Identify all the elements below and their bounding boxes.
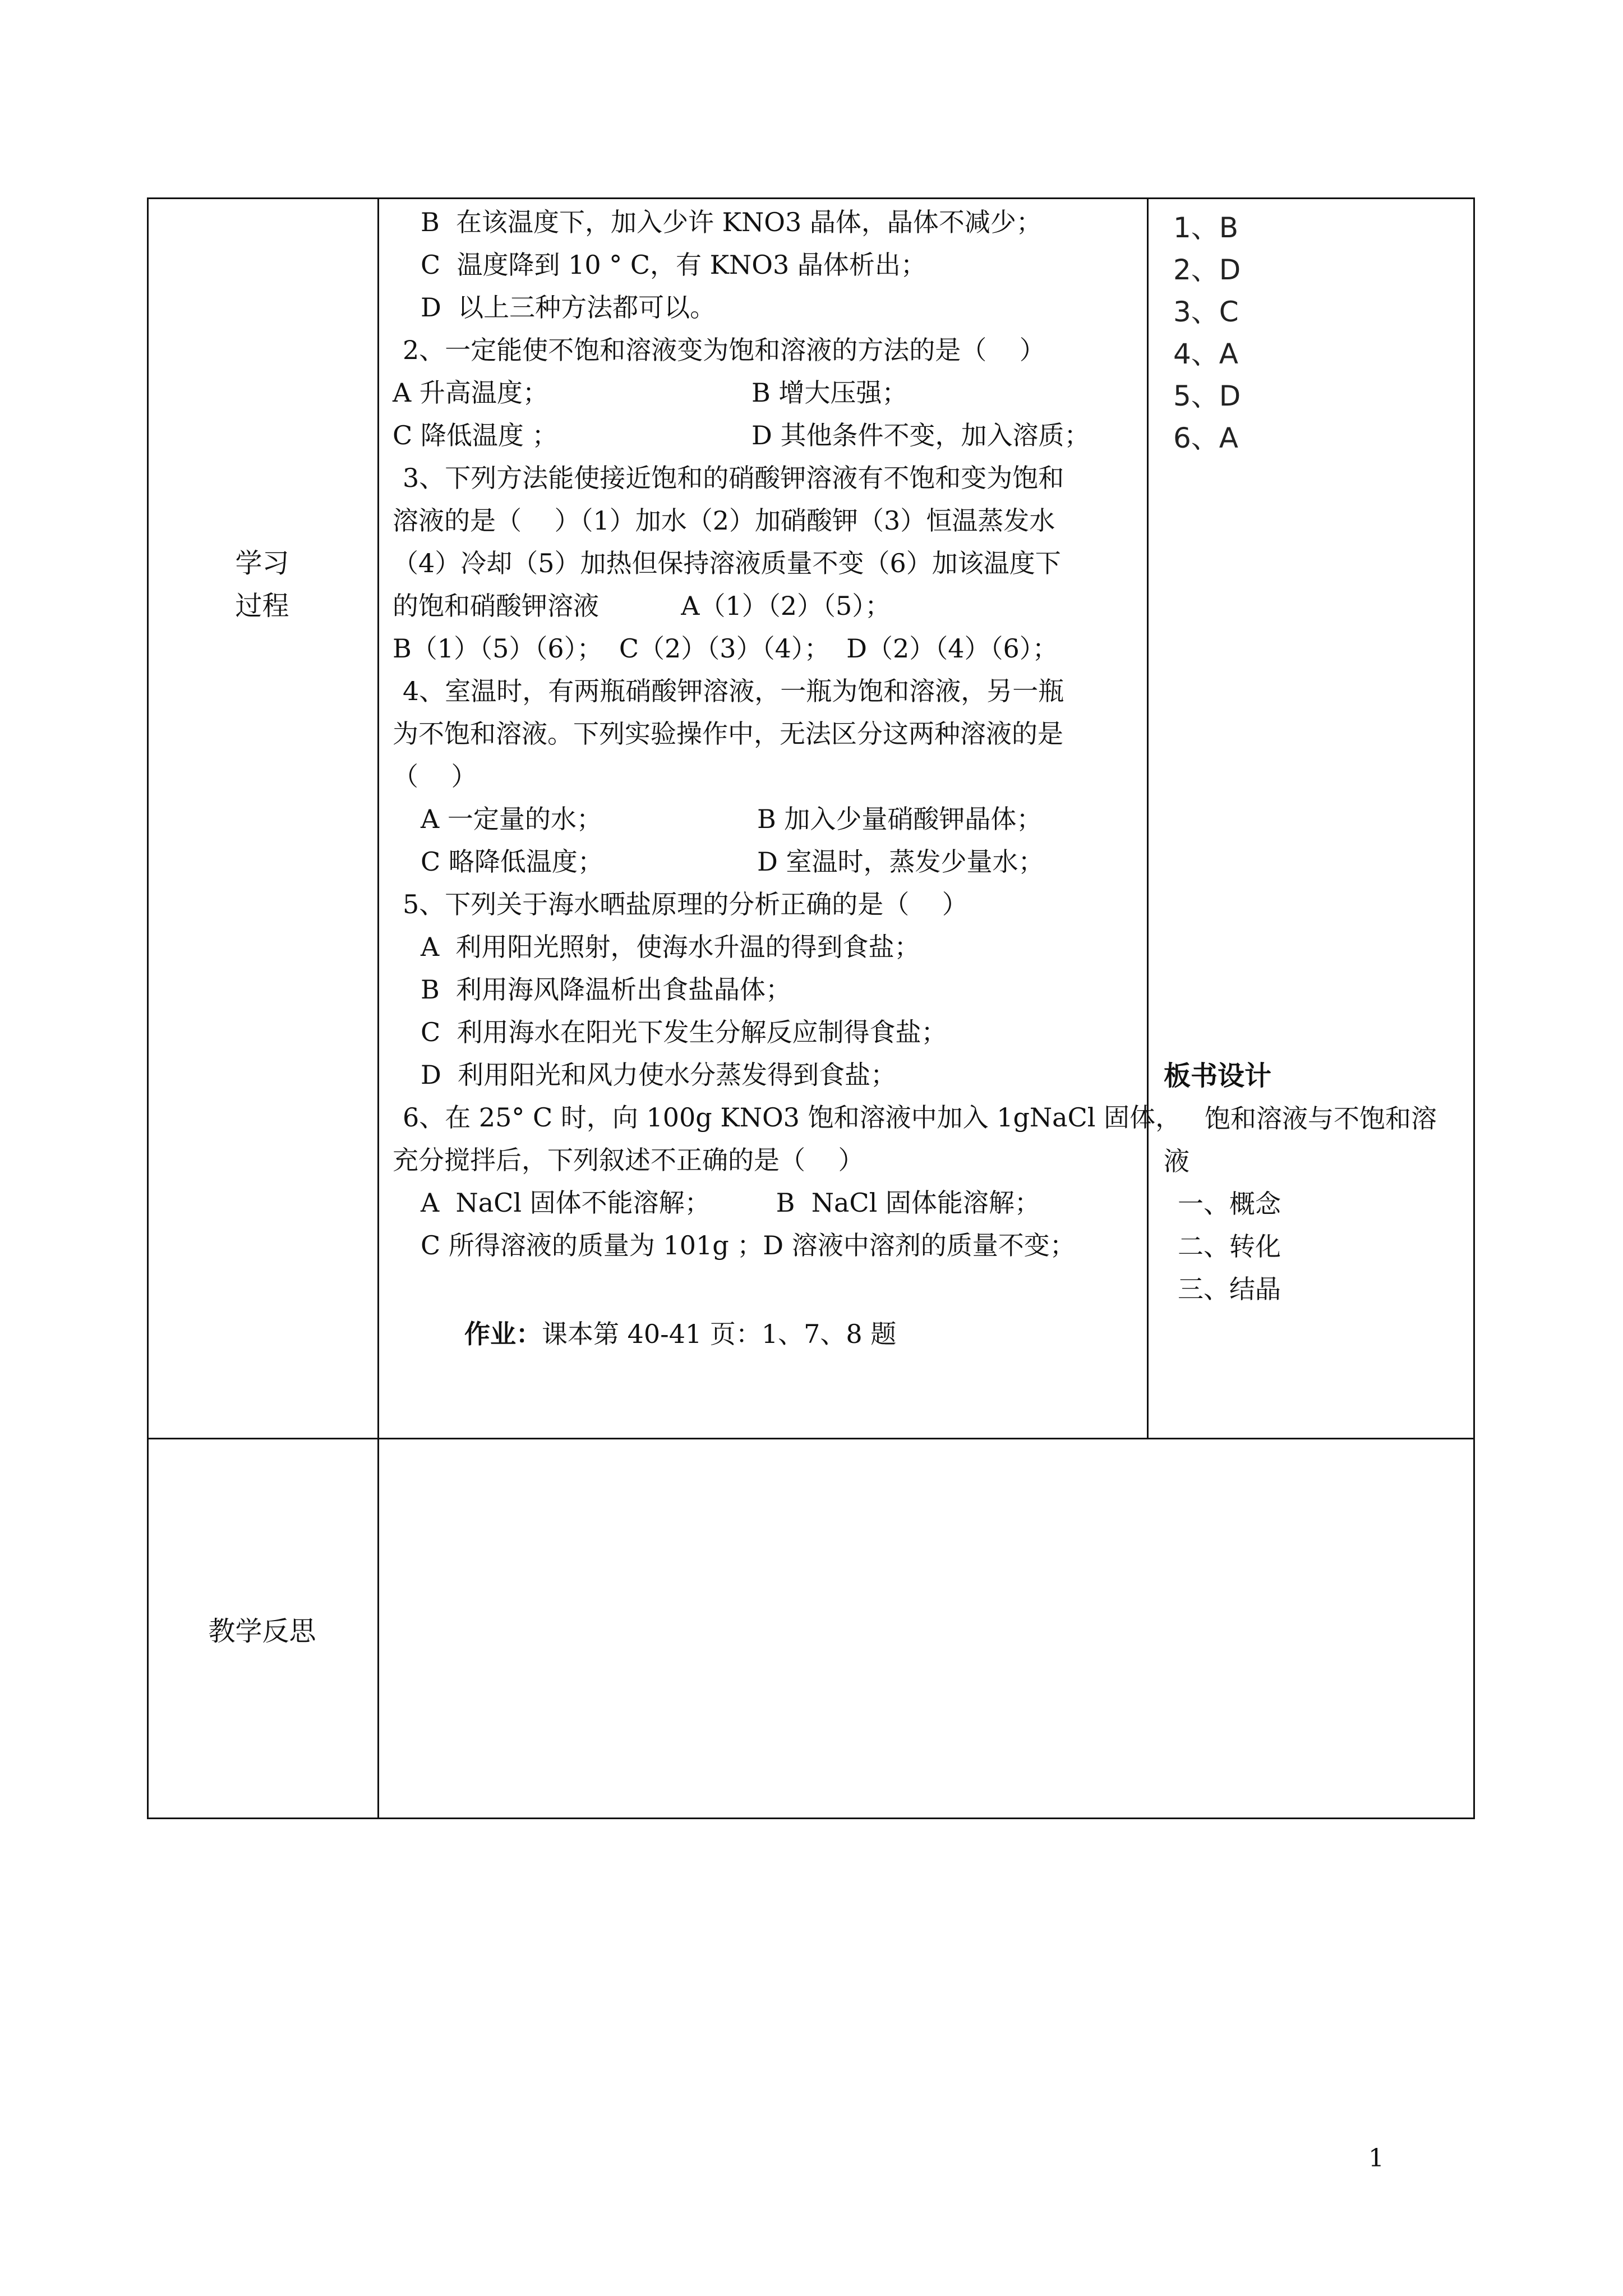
process-label-line2: 过程 <box>235 590 289 622</box>
q2-option-a: A 升高温度； <box>393 378 548 408</box>
answer-1: 1、B <box>1173 211 1239 244</box>
board-design-item-3: 三、结晶 <box>1178 1274 1281 1304</box>
q4-option-a: A 一定量的水； <box>421 804 602 834</box>
q5-option-b: B 利用海风降温析出食盐晶体； <box>421 974 792 1005</box>
q2-stem: 2、一定能使不饱和溶液变为饱和溶液的方法的是（ ） <box>403 335 1045 365</box>
answer-4: 4、A <box>1173 338 1239 370</box>
q5-option-a: A 利用阳光照射，使海水升温的得到食盐； <box>421 932 920 962</box>
column-divider-right <box>1147 197 1149 1439</box>
q3-line5: B（1）（5）（6）； C（2）（3）（4）； D（2）（4）（6）； <box>393 633 1058 664</box>
q6-options-cd: C 所得溶液的质量为 101g ；D 溶液中溶剂的质量不变； <box>421 1230 1076 1260</box>
q5-option-d: D 利用阳光和风力使水分蒸发得到食盐； <box>421 1060 897 1090</box>
q3-line4: 的饱和硝酸钾溶液 A（1）（2）（5）； <box>393 591 891 621</box>
board-design-item-2: 二、转化 <box>1178 1231 1281 1262</box>
q3-line3: （4）冷却（5）加热但保持溶液质量不变（6）加该温度下 <box>393 548 1061 578</box>
answer-6: 6、A <box>1173 422 1239 454</box>
q2-option-d: D 其他条件不变，加入溶质； <box>751 420 1090 450</box>
q4-option-b: B 加入少量硝酸钾晶体； <box>757 804 1043 834</box>
answer-2: 2、D <box>1173 254 1241 286</box>
q6-options-ab: A NaCl 固体不能溶解； B NaCl 固体能溶解； <box>421 1188 1040 1218</box>
q1-option-d: D 以上三种方法都可以。 <box>421 292 716 323</box>
board-design-subtitle-line1: 饱和溶液与不饱和溶 <box>1205 1103 1437 1134</box>
answer-3: 3、C <box>1173 296 1239 328</box>
reflection-label: 教学反思 <box>208 1616 316 1647</box>
row-divider <box>147 1438 1475 1439</box>
q4-option-d: D 室温时，蒸发少量水； <box>757 846 1044 877</box>
q4-line1: 4、室温时，有两瓶硝酸钾溶液，一瓶为饱和溶液，另一瓶 <box>403 676 1064 706</box>
board-design-item-1: 一、概念 <box>1178 1189 1281 1219</box>
q6-line2: 充分搅拌后，下列叙述不正确的是（ ） <box>393 1145 864 1175</box>
homework-label: 作业： <box>464 1319 542 1349</box>
q5-option-c: C 利用海水在阳光下发生分解反应制得食盐； <box>421 1017 947 1047</box>
q4-line3: （ ） <box>393 761 477 792</box>
q2-option-b: B 增大压强； <box>751 378 908 408</box>
q1-option-b: B 在该温度下，加入少许 KNO3 晶体，晶体不减少； <box>421 207 1042 237</box>
answer-5: 5、D <box>1173 380 1241 412</box>
q6-line1: 6、在 25° C 时，向 100g KNO3 饱和溶液中加入 1gNaCl 固体， <box>403 1102 1182 1133</box>
board-design-title: 板书设计 <box>1164 1060 1272 1092</box>
column-divider-left <box>377 197 379 1819</box>
page-number: 1 <box>1368 2144 1384 2173</box>
q4-line2: 为不饱和溶液。下列实验操作中，无法区分这两种溶液的是 <box>393 719 1063 749</box>
q5-stem: 5、下列关于海水晒盐原理的分析正确的是（ ） <box>403 889 968 919</box>
homework-text: 课本第 40-41 页：1、7、8 题 <box>542 1319 897 1349</box>
q3-line2: 溶液的是（ ）（1）加水（2）加硝酸钾（3）恒温蒸发水 <box>393 505 1055 536</box>
homework <box>464 1313 896 1355</box>
q4-option-c: C 略降低温度； <box>421 846 603 877</box>
q1-option-c: C 温度降到 10 ° C，有 KNO3 晶体析出； <box>421 250 926 280</box>
board-design-subtitle-line2: 液 <box>1164 1146 1189 1176</box>
process-label-line1: 学习 <box>235 547 289 579</box>
q2-option-c: C 降低温度 ； <box>393 420 558 450</box>
q3-line1: 3、下列方法能使接近饱和的硝酸钾溶液有不饱和变为饱和 <box>403 463 1064 493</box>
